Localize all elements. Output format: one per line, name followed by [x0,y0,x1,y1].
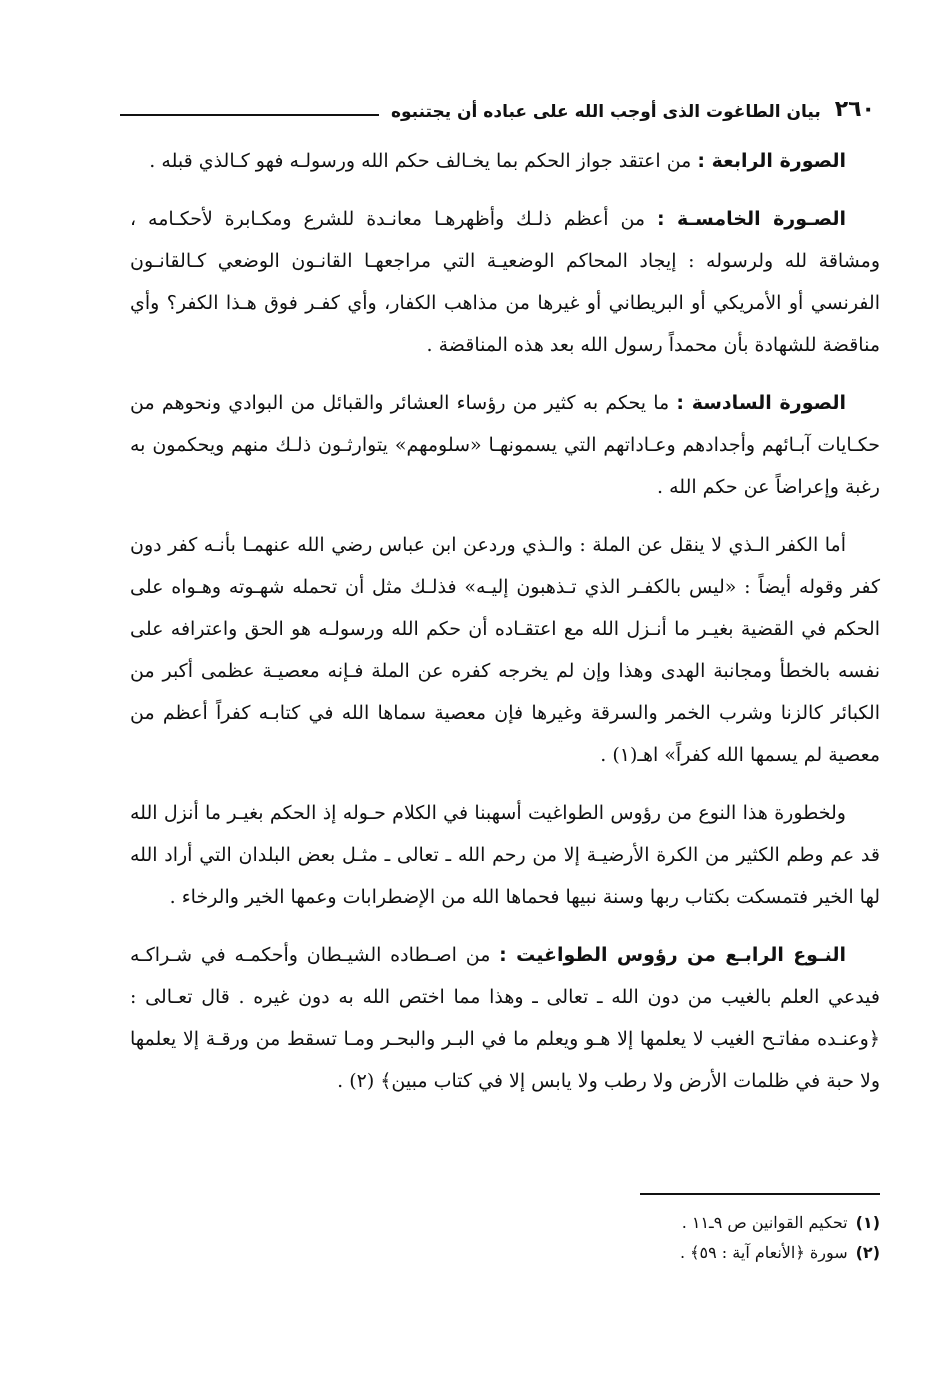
page-header [120,92,875,122]
paragraph-2 [130,198,880,366]
footnote-2 [130,1238,880,1268]
paragraph-lead: النـوع الرابـع من رؤوس الطواغيت : [499,944,846,966]
paragraph-text: من اعتقد جواز الحكم بما يخـالف حكم الله ورسولـه فهو كـالذي قبله . [149,150,698,172]
paragraph-4 [130,524,880,776]
paragraph-1 [130,140,880,182]
paragraph-lead: الصورة الرابعة : [697,150,846,172]
paragraph-lead: الصورة السادسة : [676,392,846,414]
footnote-number: (١) [855,1213,880,1232]
page-number: ٢٦٠ [834,97,875,122]
paragraph-text: ما يحكم به كثير من رؤساء العشائر والقبائل من البوادي ونحوهم من حكـايات آبـائهم وأجدادهم وعـاداتهم التي يسمونهـا «سلومهم» يتوارثـون ذلـك منهم ويحكمون به رغبة وإعراضاً عن حكم الله . [130,392,880,498]
footnotes [130,1208,880,1268]
running-title: بيان الطاغوت الذى أوجب الله على عباده أن يجتنبوه [390,102,821,122]
paragraph-text: ولخطورة هذا النوع من رؤوس الطواغيت أسهبنا في الكلام حـوله إذ الحكم بغيـر ما أنزل الله قد عم وطم الكثير من الكرة الأرضيـة إلا من رحم الله ـ تعالى ـ مثـل بعض البلدان التي أراد الله لها الخير فتمسكت بكتاب ربها وسنة نبيها فحماها الله من الإضطرابات وعمها الخير والرخاء . [130,802,880,908]
paragraph-text: من اصـطاده الشيـطان وأحكمـه في شـراكـه فيدعي العلم بالغيب من دون الله ـ تعالى ـ وهذا مما اختص الله به دون غيره . قال تعـالى : ﴿وعنـده مفاتـح الغيب لا يعلمها إلا هـو ويعلم ما في البـر والبحـر ومـا تسقط من ورقـة إلا يعلمها ولا حبة في ظلمات الأرض ولا رطب ولا يابس إلا في كتاب مبين﴾ (٢) . [130,944,880,1092]
footnote-number: (٢) [855,1243,880,1262]
paragraph-3 [130,382,880,508]
body-text [130,140,880,1118]
paragraph-5 [130,792,880,918]
paragraph-text: من أعظم ذلـك وأظهرهـا معانـدة للشرع ومكـابرة لأحكـامه ، ومشاقة لله ولرسوله : إيجاد المحاكم الوضعيـة التي مراجعهـا القانـون الوضعي كـالقانـون الفرنسي أو الأمريكي أو البريطاني أو غيرها من مذاهب الكفار، وأي كفـر فوق هـذا الكفر؟ وأي مناقضة للشهادة بأن محمداً رسول الله بعد هذه المناقضة . [130,208,880,356]
paragraph-lead: الصـورة الخامسـة : [656,208,846,230]
paragraph-6 [130,934,880,1102]
footnote-rule [640,1193,880,1195]
footnote-1 [130,1208,880,1238]
footnote-text: تحكيم القوانين ص ٩ـ١١ . [681,1213,848,1232]
header-rule [120,114,379,116]
footnote-text: سورة ﴿الأنعام آية : ٥٩﴾ . [679,1243,848,1262]
paragraph-text: أما الكفر الـذي لا ينقل عن الملة : والـذي وردعن ابن عباس رضي الله عنهمـا بأنـه كفر دون كفر وقوله أيضاً : «ليس بالكفـر الذي تـذهبون إليـه» فذلـك مثل أن تحمله شهـوته وهـواه على الحكم في القضية بغيـر ما أنـزل الله مع اعتقـاده أن حكم الله ورسولـه هو الحق واعترافه على نفسه بالخطأ ومجانبة الهدى وهذا وإن لم يخرجه كفره عن الملة فـإنه معصيـة عظمى أكبر من الكبائر كالزنا وشرب الخمر والسرقة وغيرها فإن معصية سماها الله في كتابـه كفراً أعظم من معصية لم يسمها الله كفراً» اهـ(١) . [130,534,880,766]
